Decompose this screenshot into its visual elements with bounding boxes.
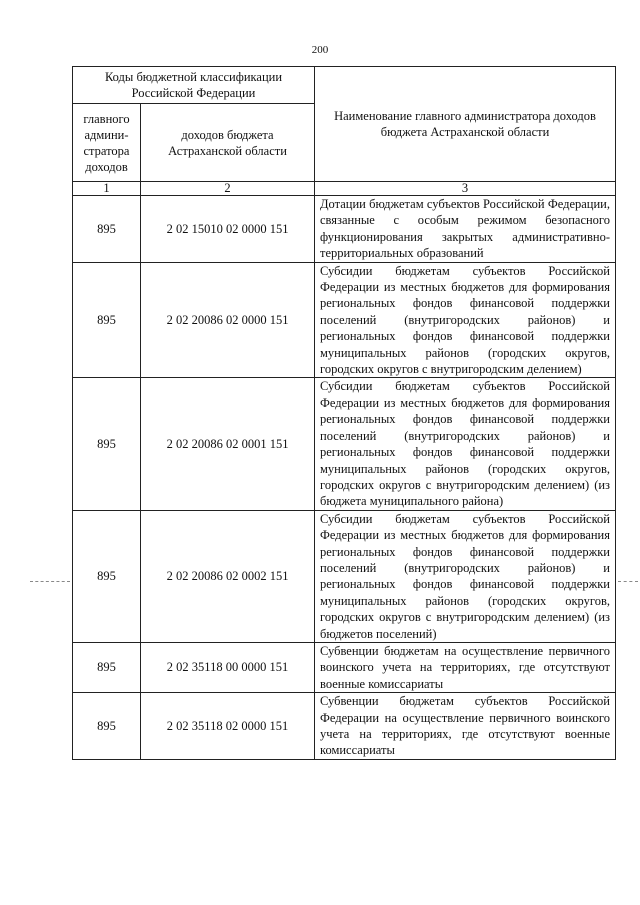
header-col-name: Наименование главного администратора доходов бюджета Астраханской области	[315, 67, 616, 182]
table-row	[73, 642, 616, 692]
page-fold-line-right	[618, 581, 638, 582]
income-code-cell: 2 02 20086 02 0001 151	[141, 378, 315, 510]
income-code-cell: 2 02 20086 02 0000 151	[141, 262, 315, 378]
description-cell: Дотации бюджетам субъектов Российской Федерации, связанные с особым режимом безопасного функционирования закрытых административно-территориальных образований	[315, 196, 616, 263]
table-row	[73, 693, 616, 760]
admin-code-cell: 895	[73, 642, 141, 692]
table-row	[73, 378, 616, 510]
header-group-title: Коды бюджетной классификации Российской Федерации	[73, 67, 315, 104]
income-code-cell: 2 02 35118 02 0000 151	[141, 693, 315, 760]
description-cell: Субвенции бюджетам на осуществление первичного воинского учета на территориях, где отсутствуют военные комиссариаты	[315, 642, 616, 692]
header-num-2: 2	[141, 182, 315, 196]
income-code-cell: 2 02 35118 00 0000 151	[141, 642, 315, 692]
description-cell: Субсидии бюджетам субъектов Российской Федерации из местных бюджетов для формирования региональных фондов финансовой поддержки поселений (внутригородских районов) и региональных фондов финансовой поддержки муниципальных районов (городских округов, городских округов с внутригородским делением)	[315, 262, 616, 378]
table-row	[73, 196, 616, 263]
table-row	[73, 510, 616, 642]
description-cell: Субсидии бюджетам субъектов Российской Федерации из местных бюджетов для формирования региональных фондов финансовой поддержки поселений (внутригородских районов) и региональных фондов финансовой поддержки муниципальных районов (городских округов, городских округов с внутригородским делением) (из бюджета муниципального района)	[315, 378, 616, 510]
admin-code-cell: 895	[73, 693, 141, 760]
table-row	[73, 262, 616, 378]
header-num-1: 1	[73, 182, 141, 196]
admin-code-cell: 895	[73, 262, 141, 378]
header-col-admin: главного админи-стратора доходов	[73, 104, 141, 182]
header-col-income: доходов бюджета Астраханской области	[141, 104, 315, 182]
page-number: 200	[311, 44, 329, 56]
admin-code-cell: 895	[73, 196, 141, 263]
income-code-cell: 2 02 20086 02 0002 151	[141, 510, 315, 642]
page-fold-line-left	[30, 581, 70, 582]
header-num-3: 3	[315, 182, 616, 196]
description-cell: Субвенции бюджетам субъектов Российской Федерации на осуществление первичного воинского учета на территориях, где отсутствуют военные комиссариаты	[315, 693, 616, 760]
budget-classification-table	[72, 66, 616, 760]
income-code-cell: 2 02 15010 02 0000 151	[141, 196, 315, 263]
admin-code-cell: 895	[73, 378, 141, 510]
description-cell: Субсидии бюджетам субъектов Российской Федерации из местных бюджетов для формирования региональных фондов финансовой поддержки поселений (внутригородских районов) и региональных фондов финансовой поддержки муниципальных районов (городских округов, городских округов с внутригородским делением) (из бюджетов поселений)	[315, 510, 616, 642]
admin-code-cell: 895	[73, 510, 141, 642]
